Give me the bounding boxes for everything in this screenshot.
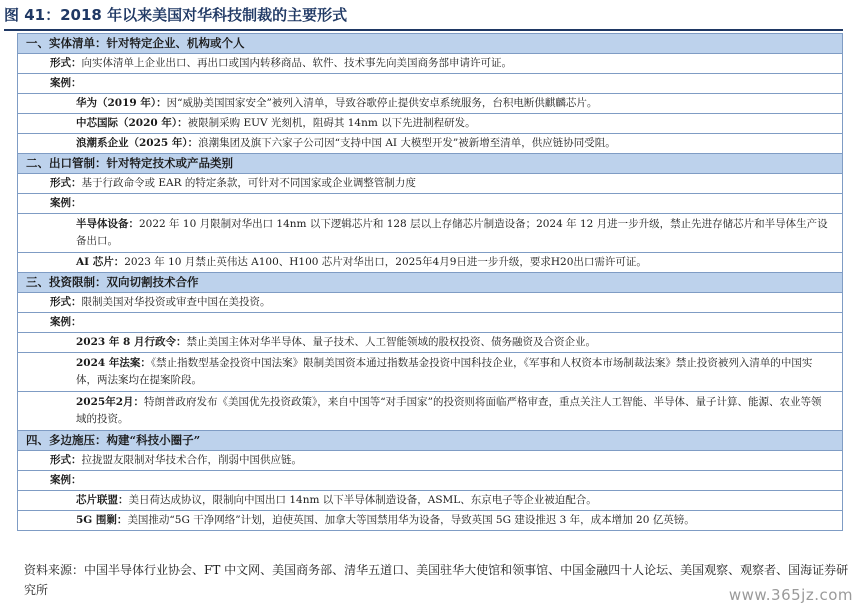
source-note: 资料来源：中国半导体行业协会、FT 中文网、美国商务部、清华五道口、美国驻华大使馆和领事馆、中国金融四十人论坛、美国观察、观察者、国海证券研究所 (24, 563, 849, 597)
case-label: 浪潮系企业（2025 年）： (76, 137, 199, 149)
form-text: 限制美国对华投资或审查中国在美投资。 (81, 296, 271, 308)
case-row (18, 114, 842, 134)
case-text: 因“威胁美国国家安全”被列入清单，导致谷歌停止提供安卓系统服务，台积电断供麒麟芯片。 (166, 97, 598, 109)
case-label: 半导体设备： (76, 218, 139, 230)
case-label: 中芯国际（2020 年）： (76, 117, 188, 129)
case-label: 5G 围剿： (76, 514, 128, 526)
form-label: 形式： (50, 454, 82, 466)
form-text: 基于行政命令或 EAR 的特定条款，可针对不同国家或企业调整管制力度 (81, 177, 416, 189)
section-heading: 四、多边施压：构建“科技小圈子” (18, 431, 842, 451)
form-row (18, 293, 842, 313)
cases-label-row (18, 194, 842, 214)
section-heading: 二、出口管制：针对特定技术或产品类别 (18, 154, 842, 174)
form-label: 形式： (50, 296, 82, 308)
cases-label: 案例： (50, 316, 82, 328)
sanctions-table (17, 33, 843, 531)
case-label: 2024 年法案： (76, 357, 151, 369)
case-label: 芯片联盟： (76, 494, 129, 506)
case-text: 被限制采购 EUV 光刻机，阻碍其 14nm 以下先进制程研发。 (187, 117, 476, 129)
title-divider (4, 29, 843, 31)
case-text: 2023 年 10 月禁止英伟达 A100、H100 芯片对华出口，2025年4月9日进一步升级，要求H20出口需许可证。 (124, 256, 647, 268)
cases-label: 案例： (50, 77, 82, 89)
case-row (18, 253, 842, 273)
case-text: 2022 年 10 月限制对华出口 14nm 以下逻辑芯片和 128 层以上存储芯片制造设备；2024 年 12 月进一步升级，禁止先进存储芯片和半导体生产设备出口。 (76, 218, 828, 247)
form-row (18, 54, 842, 74)
case-text: 《禁止指数型基金投资中国法案》限制美国资本通过指数基金投资中国科技企业，《军事和人权资本市场制裁法案》禁止投资被列入清单的中国实体，两法案均在提案阶段。 (76, 357, 813, 386)
case-row (18, 94, 842, 114)
section-heading: 一、实体清单：针对特定企业、机构或个人 (18, 34, 842, 54)
cases-label-row (18, 471, 842, 491)
case-text: 特朗普政府发布《美国优先投资政策》，来自中国等“对手国家”的投资则将面临严格审查，重点关注人工智能、半导体、量子计算、能源、农业等领域的投资。 (76, 396, 822, 425)
form-row (18, 451, 842, 471)
case-row (18, 491, 842, 511)
section-heading: 三、投资限制：双向切割技术合作 (18, 273, 842, 293)
case-text: 美日荷达成协议，限制向中国出口 14nm 以下半导体制造设备，ASML、东京电子等企业被迫配合。 (128, 494, 597, 506)
case-text: 浪潮集团及旗下六家子公司因“支持中国 AI 大模型开发”被新增至清单，供应链协同受阻。 (198, 137, 616, 149)
form-label: 形式： (50, 177, 82, 189)
case-label: AI 芯片： (76, 256, 125, 268)
case-row (18, 353, 842, 392)
case-row (18, 333, 842, 353)
case-row (18, 214, 842, 253)
form-text: 向实体清单上企业出口、再出口或国内转移商品、软件、技术事先向美国商务部申请许可证。 (81, 57, 512, 69)
form-text: 拉拢盟友限制对华技术合作，削弱中国供应链。 (81, 454, 302, 466)
case-row (18, 392, 842, 431)
case-text: 禁止美国主体对华半导体、量子技术、人工智能领域的股权投资、债务融资及合资企业。 (186, 336, 596, 348)
form-label: 形式： (50, 57, 82, 69)
cases-label: 案例： (50, 474, 82, 486)
cases-label-row (18, 313, 842, 333)
case-row (18, 511, 842, 530)
case-text: 美国推动“5G 干净网络”计划，迫使英国、加拿大等国禁用华为设备，导致英国 5G 建设推迟 3 年，成本增加 20 亿英镑。 (127, 514, 695, 526)
case-label: 2023 年 8 月行政令： (76, 336, 187, 348)
watermark: www.365jz.com (728, 586, 853, 604)
form-row (18, 174, 842, 194)
case-label: 2025年2月： (76, 396, 145, 408)
case-row (18, 134, 842, 154)
cases-label: 案例： (50, 197, 82, 209)
cases-label-row (18, 74, 842, 94)
figure-title: 图 41：2018 年以来美国对华科技制裁的主要形式 (4, 6, 348, 24)
case-label: 华为（2019 年）： (76, 97, 167, 109)
